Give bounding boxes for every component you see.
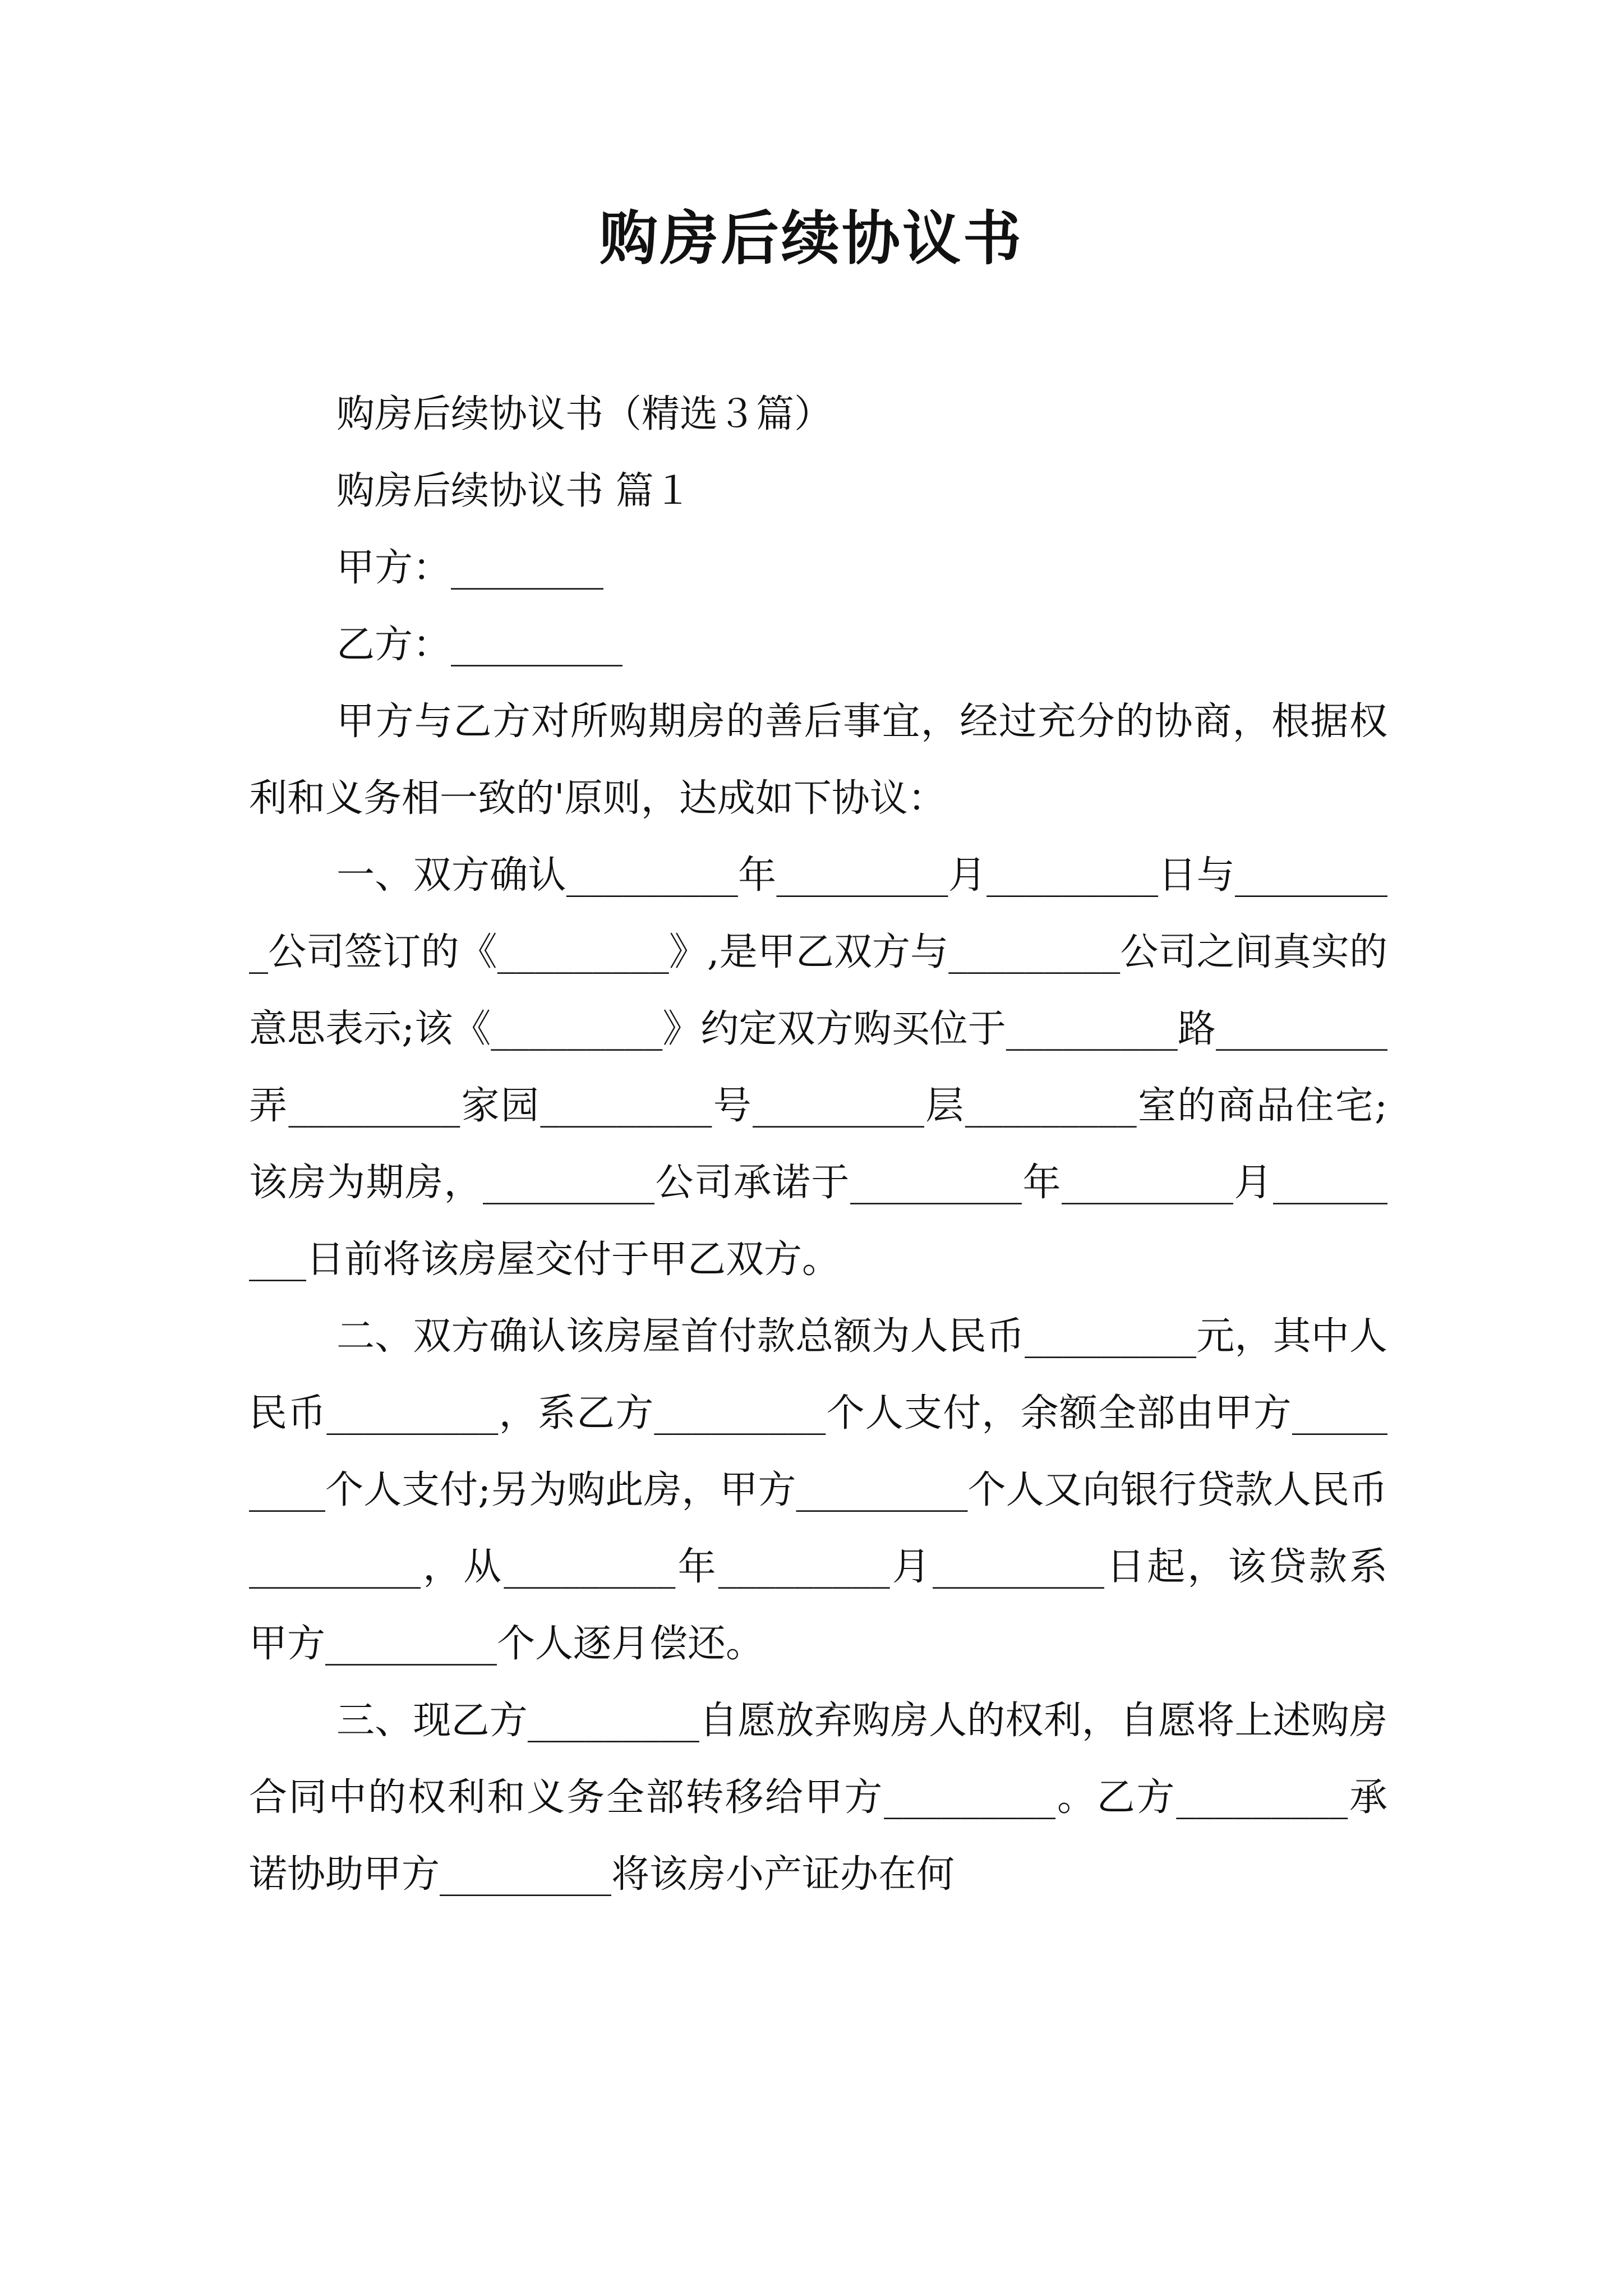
document-title: 购房后续协议书 <box>599 204 1023 273</box>
clause-3-paragraph: 三、现乙方_________自愿放弃购房人的权利，自愿将上述购房合同中的权利和义务全部转移给甲方_________。乙方_________承诺协助甲方_________将该房小产证办在何 <box>249 1699 1387 1897</box>
party-a-line: 甲方：________ <box>336 546 604 590</box>
party-b-line: 乙方：_________ <box>336 623 623 667</box>
clause-2-paragraph: 二、双方确认该房屋首付款总额为人民币_________元，其中人民币_________，系乙方_________个人支付，余额全部由甲方_________个人支付;另为购此房，甲方_________个人又向银行贷款人民币_________，从_________年_________月_________日起，该贷款系甲方_________个人逐月偿还。 <box>249 1314 1387 1666</box>
document-subtitle: 购房后续协议书（精选３篇） <box>336 392 833 436</box>
intro-paragraph: 甲方与乙方对所购期房的善后事宜，经过充分的协商，根据权利和义务相一致的'原则，达成如下协议： <box>249 700 1387 821</box>
document-body <box>249 376 1387 1913</box>
clause-1-paragraph: 一、双方确认_________年_________月_________日与_________公司签订的《_________》,是甲乙双方与_________公司之间真实的意思表示;该《_________》约定双方购买位于_________路_________弄_________家园_________号_________层_________室的商品住宅;该房为期房，_________公司承诺于_________年_________月_________日前将该房屋交付于甲乙双方。 <box>249 853 1387 1282</box>
section-heading: 购房后续协议书 篇１ <box>336 469 692 513</box>
